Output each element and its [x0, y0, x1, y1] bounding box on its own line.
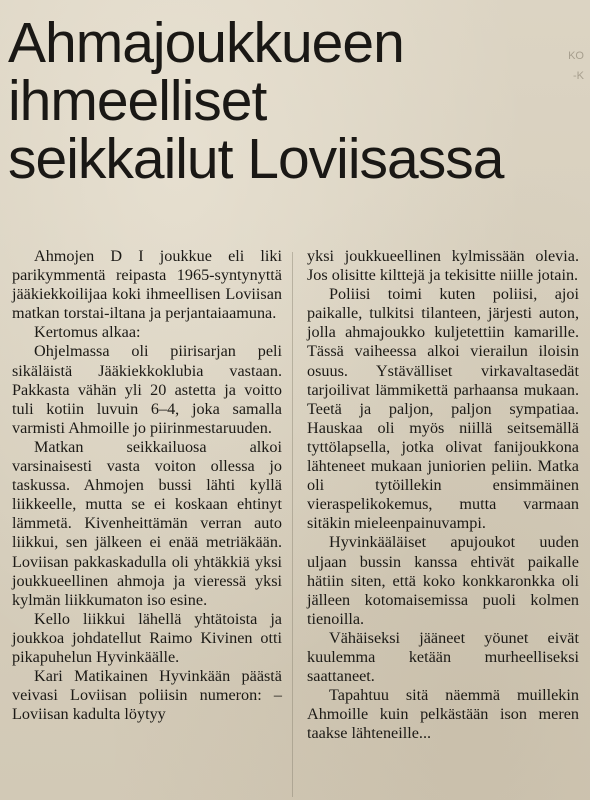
paragraph: Kari Matikainen Hyvinkään päästä veivasi Loviisan poliisin numeron: – Loviisan kadulta löytyy: [12, 667, 282, 724]
article-column-1: [12, 247, 282, 724]
paragraph: Poliisi toimi kuten poliisi, ajoi paikalle, tulkitsi tilanteen, järjesti auton, jolla ahmajoukko kuljetettiin kamarille. Tässä vaiheessa alkoi vierailun iloisin osuus. Ystävälliset virkavaltasedät tarjoilivat lämmikettä parhaansa mukaan. Teetä ja paljon, paljon sympatiaa. Hauskaa oli myös niillä seitsemällä tyttölapsella, jotka olivat fanijoukkona lähteneet mukaan juniorien peliin. Matka oli tytöillekin ensimmäinen vieraspelikokemus, mutta varmaan sitäkin mieleenpainuvampi.: [307, 285, 579, 533]
headline-line-2: ihmeelliset: [8, 69, 267, 133]
headline-line-3: seikkailut Loviisassa: [8, 127, 504, 191]
paragraph: Kertomus alkaa:: [34, 323, 141, 342]
paragraph: yksi joukkueellinen kylmissään olevia. Jos olisitte kilttejä ja tekisitte niille jotain.: [307, 247, 579, 285]
paragraph: Kello liikkui lähellä yhtätoista ja joukkoa johdatellut Raimo Kivinen otti pikapuhelun Hyvinkäälle.: [12, 609, 282, 666]
paragraph: Hyvinkääläiset apujoukot uuden uljaan bussin kanssa ehtivät paikalle hätiin siten, että koko konkkaronkka oli jälleen kotomaisemissa puoli kolmen tienoilla.: [307, 533, 579, 628]
bleed-through-line: KO: [568, 50, 584, 62]
column-divider: [292, 252, 293, 797]
bleed-through-text: [568, 46, 584, 86]
headline: [8, 11, 588, 191]
paragraph: Ahmojen D I joukkue eli liki parikymmentä reipasta 1965-syntynyttä jääkiekkoilijaa koki ihmeellisen Loviisan matkan torstai-iltana ja perjantaiaamuna.: [12, 247, 282, 323]
bleed-through-line: -K: [573, 70, 584, 82]
headline-line-1: Ahmajoukkueen: [8, 11, 404, 75]
paragraph: Ohjelmassa oli piirisarjan peli sikäläistä Jääkiekkoklubia vastaan. Pakkasta vähän yli 20 astetta ja voitto tuli kotiin luvuin 6–4, joka samalla varmisti Ahmoille jo piirinmestaruuden.: [12, 342, 282, 437]
paragraph: Tapahtuu sitä näemmä muillekin Ahmoille kuin pelkästään ison meren taakse lähteneille...: [307, 686, 579, 743]
article-column-2: [307, 247, 579, 743]
paragraph: Matkan seikkailuosa alkoi varsinaisesti vasta voiton ollessa jo taskussa. Ahmojen bussi lähti kyllä liikkeelle, mutta se ei koskaan ehtinyt lämmetä. Kivenheittämän verran auto liikkui, sen jälkeen ei enää metriäkään. Loviisan pakkaskadulla oli yhtäkkiä yksi joukkueellinen ahmoja ja vieressä yksi kylmän liikkumaton iso esine.: [12, 437, 282, 609]
paragraph: Vähäiseksi jääneet yöunet eivät kuulemma ketään murheelliseksi saattaneet.: [307, 628, 579, 686]
